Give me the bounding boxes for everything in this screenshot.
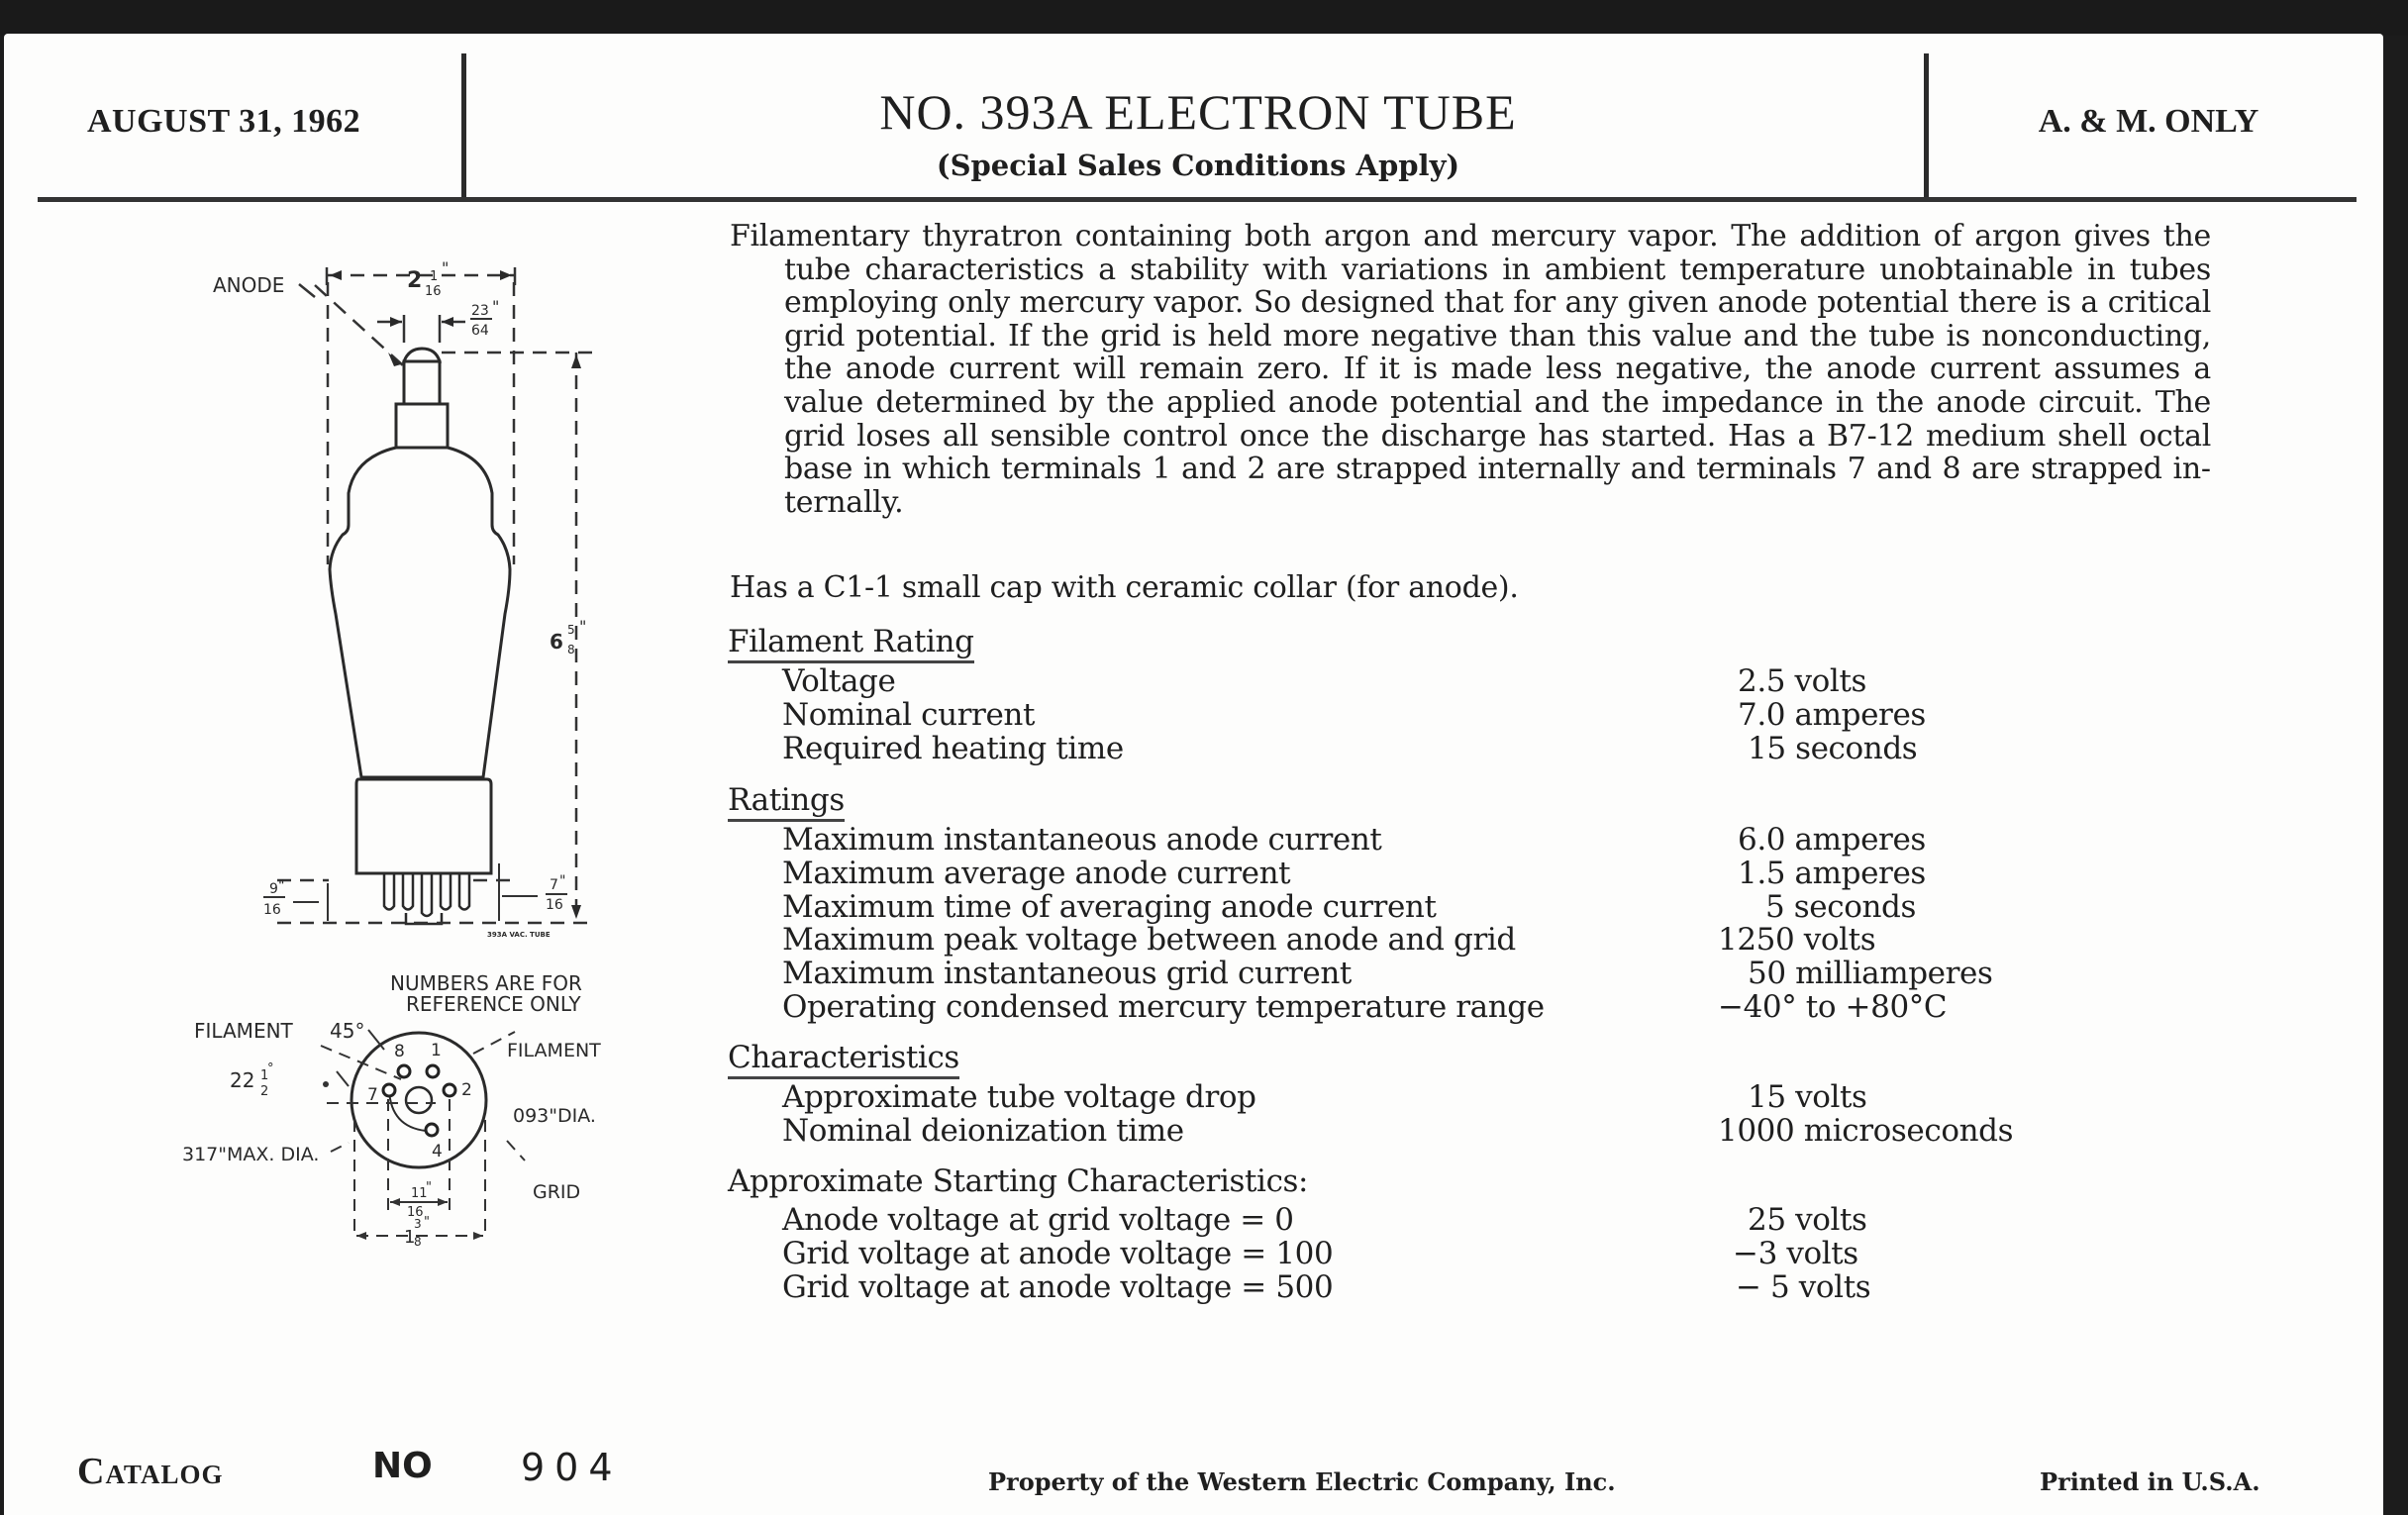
- spec-row: [728, 1202, 1867, 1238]
- description-text: Filamentary thyratron containing both argon and mercury vapor. The addition of argon gives the tube characteristics a stability with variations in ambient temperature unobtainable in tubes employing only mercury vapor. So designed that for any given anode potential there is a critical grid potential. If the grid is held more negative than this value and the tube is nonconducting, the anode current will remain zero. If it is made less negative, the anode current assumes a value determined by the applied anode potential and the impedance in the anode circuit. The grid loses all sensible control once the discharge has started. Has a B7-12 medium shell octal base in which terminals 1 and 2 are strapped internally and terminals 7 and 8 are strapped internally.: [730, 219, 2211, 520]
- cap-note: Has a C1-1 small cap with ceramic collar (for anode).: [730, 570, 1519, 605]
- anode-label: ANODE: [213, 273, 285, 297]
- spec-value: 1250 volts: [1718, 922, 1876, 959]
- catalog-no-label: NO: [372, 1446, 433, 1486]
- angle-22-den: 2: [260, 1084, 269, 1099]
- dimension-lines: [277, 275, 594, 923]
- outer-spacing-num: 3: [414, 1217, 422, 1231]
- pin-left-inch: ": [278, 878, 285, 894]
- spec-value: 5 seconds: [1765, 888, 1916, 925]
- section-title: Ratings: [728, 782, 845, 822]
- pin-right-inch: ": [559, 873, 566, 889]
- spec-row: [728, 888, 1916, 925]
- width-den: 16: [425, 284, 442, 299]
- scan-top-border: [0, 0, 2408, 36]
- spec-row: [728, 1235, 1858, 1271]
- inner-spacing-inch: ": [426, 1180, 432, 1195]
- spec-row: [728, 730, 1918, 766]
- spec-list: [728, 1202, 1871, 1305]
- max-dia-label: 317"MAX. DIA.: [182, 1144, 320, 1165]
- pin-number-8: 8: [394, 1042, 405, 1061]
- grid-label: GRID: [533, 1181, 581, 1203]
- height-inch-mark: ": [579, 617, 587, 636]
- angle-45-label: 45°: [330, 1019, 365, 1043]
- pin-left-num: 9: [269, 881, 278, 897]
- spec-label: Grid voltage at anode voltage = 100: [782, 1235, 1334, 1271]
- height-num: 5: [567, 623, 575, 637]
- arrow: [390, 1198, 400, 1206]
- spec-row: [728, 1112, 2014, 1149]
- spec-value: 15 seconds: [1748, 730, 1918, 766]
- pin-left-den: 16: [263, 902, 281, 918]
- distribution-restriction: A. & M. ONLY: [2038, 103, 2259, 140]
- angle-22-num: 1: [260, 1068, 269, 1083]
- spec-label: Grid voltage at anode voltage = 500: [782, 1268, 1334, 1305]
- arrow: [356, 1232, 366, 1240]
- base-pinout-diagram: [182, 971, 601, 1249]
- spec-row: [728, 1268, 1871, 1305]
- spec-row: [728, 696, 1926, 733]
- pin-number-1: 1: [431, 1041, 442, 1060]
- section-ratings: [728, 782, 1993, 1025]
- arrow: [473, 1232, 483, 1240]
- section-starting-characteristics: [728, 1163, 1871, 1305]
- width-num: 1: [430, 269, 439, 284]
- spec-label: Approximate tube voltage drop: [782, 1079, 1256, 1115]
- dimension-arrows: [330, 270, 581, 919]
- spec-label: Maximum peak voltage between anode and grid: [782, 922, 1516, 959]
- header-divider-left: [461, 53, 466, 200]
- glass-bulb: [330, 448, 510, 777]
- pin-right-num: 7: [550, 877, 558, 893]
- cap-collar: [396, 404, 448, 448]
- property-notice: Property of the Western Electric Company, Inc.: [988, 1467, 1616, 1496]
- spec-label: Maximum time of averaging anode current: [782, 888, 1437, 925]
- angle-22-degree: °: [267, 1061, 274, 1076]
- spec-value: 1000 microseconds: [1718, 1112, 2014, 1149]
- filament-left-label: FILAMENT: [194, 1019, 293, 1043]
- spec-row: [728, 855, 1926, 891]
- section-characteristics: [728, 1040, 2014, 1149]
- header-rule: [38, 197, 2357, 202]
- spec-value: 25 volts: [1748, 1202, 1867, 1238]
- spec-row: [728, 988, 1948, 1025]
- base-pins: [384, 873, 469, 924]
- spec-label: Operating condensed mercury temperature range: [782, 988, 1545, 1025]
- inner-spacing-num: 11: [411, 1186, 428, 1201]
- outer-spacing-inch: ": [424, 1215, 430, 1230]
- printed-in: Printed in U.S.A.: [2040, 1467, 2260, 1496]
- spec-label: Maximum average anode current: [782, 855, 1291, 891]
- spec-value: −40° to +80°C: [1718, 988, 1948, 1025]
- catalog-number: 904: [521, 1446, 623, 1489]
- spec-list: [728, 663, 1926, 766]
- inner-spacing-den: 16: [407, 1205, 424, 1220]
- reference-note-line2: REFERENCE ONLY: [406, 992, 581, 1016]
- spec-list: [728, 822, 1993, 1025]
- reference-note-line1: NUMBERS ARE FOR: [390, 971, 582, 995]
- anode-leader: [299, 284, 315, 297]
- spec-value: 7.0 amperes: [1738, 696, 1926, 733]
- cap-inch-mark: ": [492, 297, 500, 316]
- spec-label: Maximum instantaneous grid current: [782, 956, 1352, 992]
- pin-number-2: 2: [461, 1080, 472, 1100]
- pin-number-7: 7: [367, 1085, 378, 1105]
- spec-row: [728, 922, 1876, 959]
- description: [730, 220, 2211, 519]
- cap-den: 64: [471, 323, 489, 339]
- spec-value: 50 milliamperes: [1748, 956, 1993, 992]
- spec-value: 2.5 volts: [1738, 663, 1867, 699]
- spec-value: 1.5 amperes: [1738, 855, 1926, 891]
- spec-row: [728, 956, 1993, 992]
- spec-label: Required heating time: [782, 730, 1124, 766]
- section-title: Characteristics: [728, 1040, 959, 1079]
- spec-value: − 5 volts: [1736, 1268, 1871, 1305]
- outer-spacing-whole: 1: [404, 1227, 416, 1248]
- issue-date: AUGUST 31, 1962: [87, 103, 361, 140]
- section-title: Approximate Starting Characteristics:: [728, 1163, 1309, 1199]
- catalog-label: Catalog: [77, 1451, 224, 1492]
- base-key: [406, 1087, 432, 1113]
- pin-right-den: 16: [546, 897, 563, 913]
- spec-label: Voltage: [782, 663, 896, 699]
- angle-dot: [323, 1081, 329, 1087]
- anode-cap: [404, 349, 440, 361]
- spec-value: −3 volts: [1733, 1235, 1858, 1271]
- page-title: NO. 393A ELECTRON TUBE: [879, 84, 1517, 140]
- spec-list: [728, 1079, 2014, 1149]
- width-inch-mark: ": [442, 258, 450, 277]
- spec-row: [728, 822, 1926, 858]
- base-shell: [356, 779, 491, 873]
- spec-label: Maximum instantaneous anode current: [782, 822, 1382, 858]
- filament-right-label: FILAMENT: [507, 1040, 601, 1061]
- angle-22-whole: 22: [230, 1068, 255, 1092]
- section-filament-rating: [728, 624, 1926, 766]
- spec-value: 6.0 amperes: [1738, 822, 1926, 858]
- arrow: [438, 1198, 448, 1206]
- anode-cap-post: [404, 361, 440, 404]
- angle-tick: [337, 1071, 349, 1086]
- section-title: Filament Rating: [728, 624, 974, 663]
- pin-number-4: 4: [432, 1142, 443, 1162]
- spec-row: [728, 663, 1867, 699]
- spec-label: Nominal deionization time: [782, 1112, 1184, 1149]
- drawing-tag: 393A VAC. TUBE: [487, 931, 551, 939]
- cap-num: 23: [471, 303, 489, 319]
- spec-row: [728, 1079, 1867, 1115]
- spec-label: Nominal current: [782, 696, 1036, 733]
- tube-body: [330, 349, 510, 924]
- height-whole: 6: [550, 630, 563, 654]
- pin-dia-label: 093"DIA.: [513, 1105, 596, 1127]
- page-subtitle: (Special Sales Conditions Apply): [936, 149, 1460, 182]
- height-den: 8: [567, 643, 575, 656]
- width-whole: 2: [407, 268, 423, 293]
- spec-label: Anode voltage at grid voltage = 0: [782, 1202, 1294, 1238]
- outer-spacing-den: 8: [414, 1235, 422, 1249]
- spec-value: 15 volts: [1748, 1079, 1867, 1115]
- tube-outline-drawing: [139, 238, 653, 1267]
